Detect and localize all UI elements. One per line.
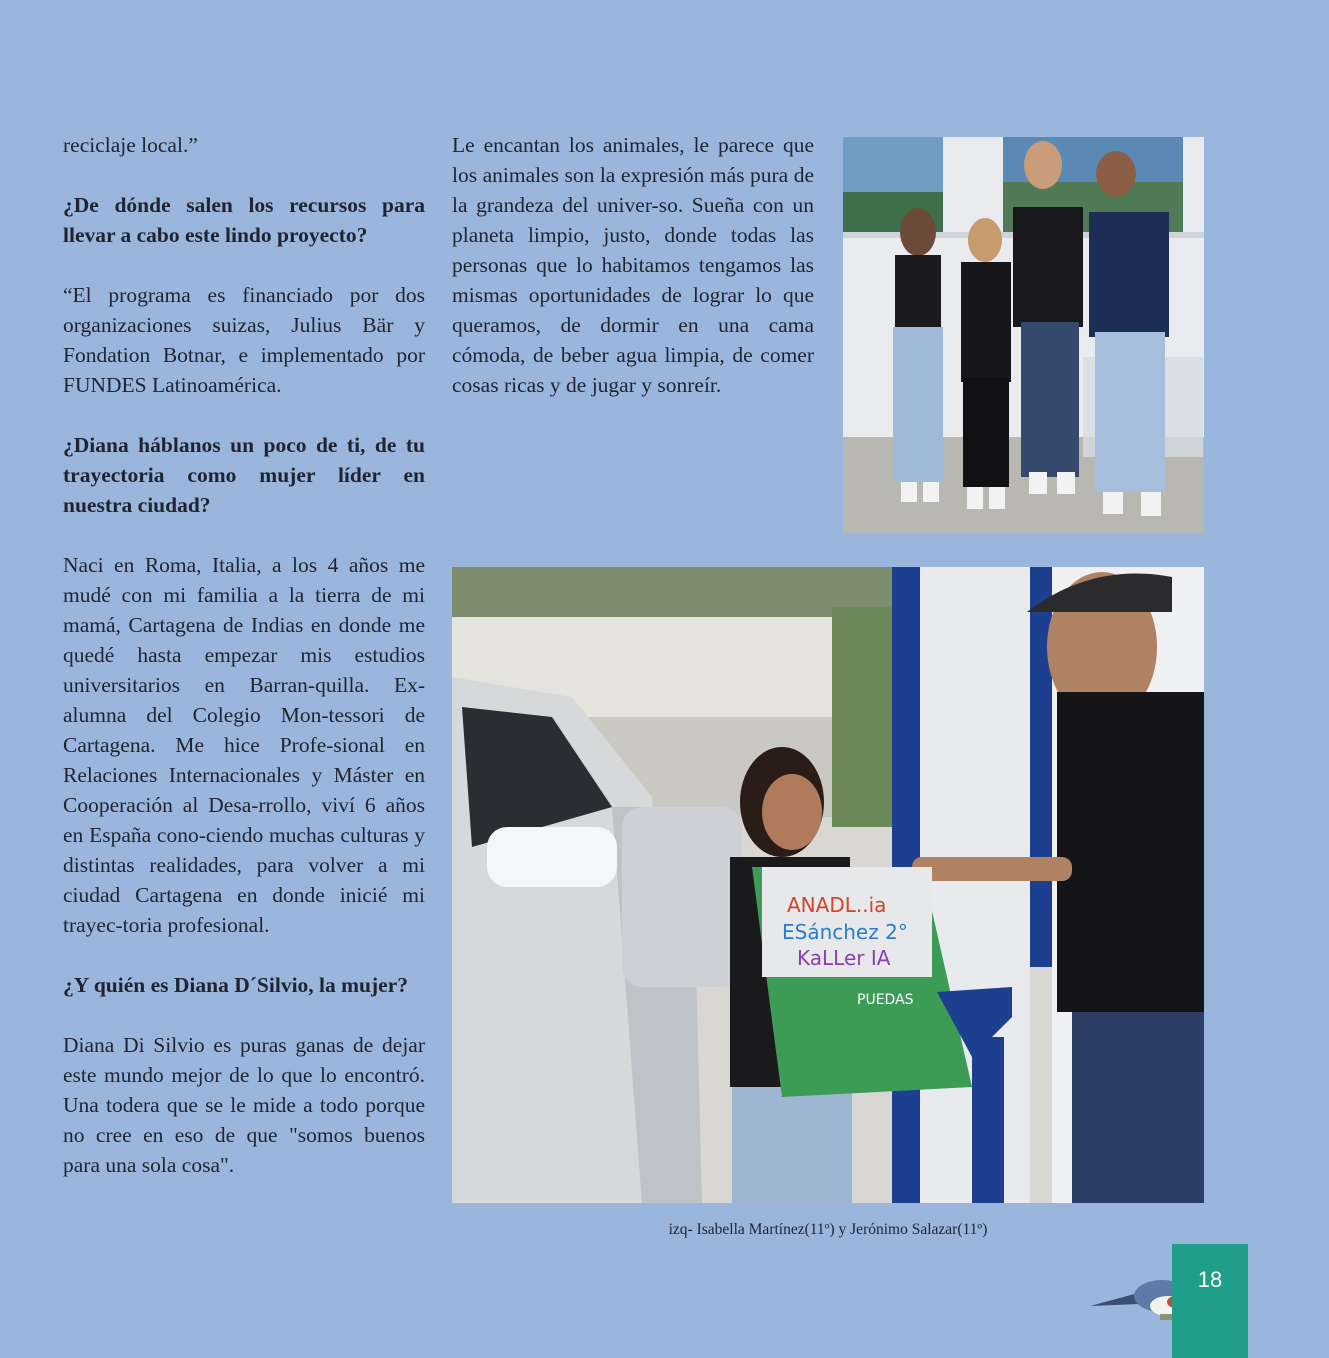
question-heading: ¿Y quién es Diana D´Silvio, la mujer?	[63, 973, 409, 997]
bag-text-line1: ANADL..ia	[787, 893, 887, 917]
left-column	[63, 130, 425, 1210]
bag-brand: PUEDAS	[857, 992, 914, 1008]
page-tab	[1172, 1244, 1248, 1358]
group-photo	[843, 137, 1204, 533]
page-number: 18	[1197, 1267, 1223, 1292]
bag-text-line2: ESánchez 2°	[782, 920, 908, 944]
paragraph: “El programa es financiado por dos organizaciones suizas, Julius Bär y Fondation Botnar, e implementado por FUNDES Latinoamérica.	[63, 283, 425, 397]
middle-column	[452, 130, 814, 400]
photo-caption: izq- Isabella Martínez(11º) y Jerónimo Salazar(11º)	[668, 1221, 988, 1238]
question-heading: ¿Diana háblanos un poco de ti, de tu trayectoria como mujer líder en nuestra ciudad?	[63, 433, 425, 517]
bag-text-line3: KaLLer IA	[797, 946, 891, 970]
recycling-photo	[452, 567, 1204, 1203]
paragraph: reciclaje local.”	[63, 133, 198, 157]
question-heading: ¿De dónde salen los recursos para llevar a cabo este lindo proyecto?	[63, 193, 425, 247]
paragraph: Diana Di Silvio es puras ganas de dejar este mundo mejor de lo que lo encontró. Una todera que se le mide a todo porque no cree en eso de que "somos buenos para una sola cosa".	[63, 1033, 425, 1177]
paragraph: Le encantan los animales, le parece que los animales son la expresión más pura de la grandeza del univer-so. Sueña con un planeta limpio, justo, donde todas las personas que lo habitamos tengamos las mismas oportunidades de lograr lo que queramos, de dormir en una cama cómoda, de beber agua limpia, de comer cosas ricas y de jugar y sonreír.	[452, 133, 814, 397]
paragraph: Naci en Roma, Italia, a los 4 años me mudé con mi familia a la tierra de mi mamá, Cartagena de Indias en donde me quedé hasta empezar mis estudios universitarios en Barran-quilla. Ex-alumna del Colegio Mon-tessori de Cartagena. Me hice Profe-sional en Relaciones Internacionales y Máster en Cooperación al Desa-rrollo, viví 6 años en España cono-ciendo muchas culturas y distintas realidades, para volver a mi ciudad Cartagena en donde inicié mi trayec-toria profesional.	[63, 553, 425, 937]
